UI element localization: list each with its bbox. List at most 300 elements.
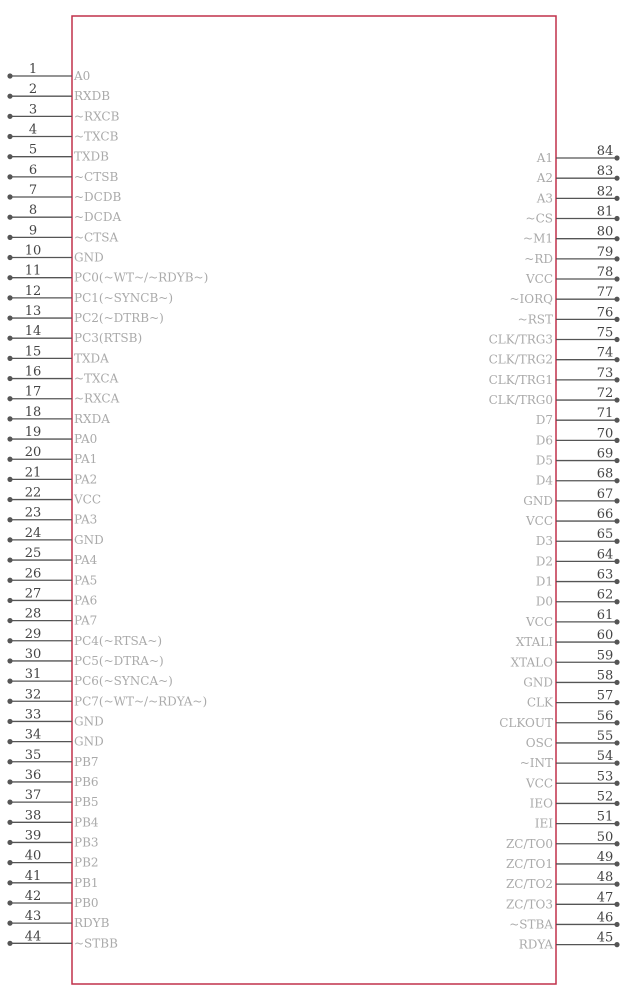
pin-number: 25 (24, 546, 42, 562)
pin-49 (506, 850, 620, 871)
pin-name: CLK/TRG2 (488, 352, 553, 367)
pin-name: CLK/TRG1 (488, 372, 553, 387)
pin-9 (7, 223, 118, 244)
pin-end-dot (7, 820, 12, 825)
pin-end-dot (7, 215, 12, 220)
pin-end-dot (614, 196, 619, 201)
pin-end-dot (7, 779, 12, 784)
pin-78 (525, 265, 620, 286)
pin-number: 73 (596, 365, 614, 381)
pin-name: PB1 (74, 875, 99, 890)
pin-name: VCC (525, 272, 553, 287)
pin-name: A3 (536, 191, 553, 206)
pin-number: 38 (24, 808, 42, 824)
pin-number: 28 (24, 606, 42, 622)
pin-end-dot (7, 759, 12, 764)
pin-70 (536, 426, 620, 447)
left-pin-group (7, 62, 208, 950)
pin-number: 74 (596, 345, 614, 361)
pin-number: 78 (596, 265, 614, 281)
pin-number: 58 (596, 668, 614, 684)
pin-number: 63 (596, 567, 614, 583)
pin-number: 16 (24, 364, 42, 380)
pin-21 (7, 465, 97, 486)
pin-name: PA4 (74, 553, 98, 568)
pin-59 (511, 648, 620, 669)
pin-end-dot (7, 396, 12, 401)
pin-number: 45 (596, 930, 614, 946)
pin-end-dot (614, 155, 619, 160)
pin-name: PB4 (74, 815, 99, 830)
pin-63 (536, 568, 620, 589)
pin-number: 43 (24, 909, 42, 925)
pin-end-dot (614, 256, 619, 261)
pin-end-dot (614, 276, 619, 281)
pin-end-dot (614, 680, 619, 685)
pin-end-dot (7, 477, 12, 482)
pin-name: VCC (74, 492, 102, 507)
pin-number: 54 (596, 749, 614, 765)
pin-44 (7, 929, 118, 950)
pin-number: 21 (24, 465, 42, 481)
pin-end-dot (614, 660, 619, 665)
pin-66 (525, 507, 620, 528)
pin-name: CLKOUT (499, 715, 553, 730)
pin-name: ZC/TO1 (505, 856, 553, 871)
pin-number: 12 (24, 283, 42, 299)
pin-name: PC3(RTSB) (74, 331, 143, 346)
pin-42 (7, 889, 98, 910)
pin-number: 17 (24, 384, 42, 400)
pin-40 (7, 849, 98, 870)
pin-number: 67 (596, 486, 614, 502)
pin-72 (489, 386, 620, 407)
pin-62 (536, 588, 620, 609)
pin-name: A2 (536, 171, 553, 186)
pin-number: 59 (596, 648, 614, 664)
pin-end-dot (7, 679, 12, 684)
pin-end-dot (7, 315, 12, 320)
pin-number: 64 (596, 547, 614, 563)
pin-end-dot (614, 761, 619, 766)
pin-name: D6 (535, 433, 553, 448)
pin-name: PA2 (74, 472, 98, 487)
pin-number: 35 (24, 747, 42, 763)
pin-12 (7, 284, 173, 305)
pin-53 (525, 769, 620, 790)
pin-number: 23 (24, 505, 42, 521)
pin-2 (7, 82, 110, 103)
pin-name: PB2 (74, 855, 99, 870)
pin-number: 39 (24, 828, 42, 844)
pin-end-dot (614, 418, 619, 423)
pin-6 (7, 163, 118, 184)
pin-67 (523, 487, 619, 508)
pin-number: 83 (596, 164, 614, 180)
pin-name: RDYA (518, 937, 553, 952)
pin-number: 15 (24, 344, 42, 360)
pin-name: OSC (525, 735, 553, 750)
pin-name: XTALI (515, 635, 553, 650)
pin-37 (7, 788, 98, 809)
pin-47 (506, 890, 620, 911)
pin-end-dot (614, 619, 619, 624)
pin-number: 37 (24, 788, 42, 804)
pin-number: 79 (596, 244, 614, 260)
pin-end-dot (7, 557, 12, 562)
pin-51 (535, 810, 620, 831)
pin-number: 41 (24, 868, 42, 884)
pin-name: PB5 (74, 795, 99, 810)
pin-number: 1 (28, 62, 38, 77)
pin-name: TXDB (74, 149, 109, 164)
pin-end-dot (7, 921, 12, 926)
pin-end-dot (614, 357, 619, 362)
pin-name: VCC (525, 514, 553, 529)
pin-end-dot (7, 800, 12, 805)
pin-end-dot (7, 194, 12, 199)
pin-name: ~CTSA (74, 230, 119, 245)
pin-end-dot (7, 114, 12, 119)
pin-name: CLK/TRG3 (488, 332, 553, 347)
pin-end-dot (7, 457, 12, 462)
pin-name: ~DCDA (74, 210, 122, 225)
pin-name: D2 (535, 554, 553, 569)
pin-name: D7 (535, 413, 553, 428)
pin-65 (536, 527, 620, 548)
pin-number: 40 (24, 848, 42, 864)
pin-number: 33 (24, 707, 42, 723)
pin-number: 72 (596, 386, 614, 402)
pin-number: 10 (24, 243, 42, 259)
pin-number: 69 (596, 446, 614, 462)
pin-end-dot (614, 438, 619, 443)
pin-end-dot (7, 880, 12, 885)
pin-end-dot (7, 598, 12, 603)
pin-34 (7, 728, 103, 749)
pin-end-dot (614, 821, 619, 826)
pin-45 (519, 931, 620, 952)
pin-end-dot (614, 720, 619, 725)
pin-name: D5 (535, 453, 553, 468)
pin-number: 14 (24, 324, 42, 340)
pin-end-dot (7, 174, 12, 179)
pin-name: ~INT (519, 756, 553, 771)
pin-end-dot (614, 639, 619, 644)
pin-10 (7, 244, 103, 265)
pin-number: 29 (24, 626, 42, 642)
pin-end-dot (7, 235, 12, 240)
pin-43 (7, 909, 109, 930)
pin-end-dot (614, 297, 619, 302)
pin-number: 70 (596, 426, 614, 442)
pin-end-dot (7, 295, 12, 300)
pin-number: 47 (596, 890, 614, 906)
pin-19 (7, 425, 97, 446)
pin-name: ZC/TO0 (505, 836, 553, 851)
pin-number: 18 (24, 404, 42, 420)
pin-80 (523, 225, 620, 246)
pin-name: GND (523, 675, 553, 690)
pin-23 (7, 506, 97, 527)
pin-24 (7, 526, 103, 547)
pin-number: 30 (24, 646, 42, 662)
pin-number: 20 (24, 445, 42, 461)
pin-number: 46 (596, 910, 614, 926)
pin-name: D3 (535, 534, 553, 549)
pin-name: VCC (525, 776, 553, 791)
pin-end-dot (7, 436, 12, 441)
pin-number: 60 (596, 628, 614, 644)
pin-number: 27 (24, 586, 42, 602)
pin-25 (7, 546, 97, 567)
pin-28 (7, 607, 97, 628)
pin-end-dot (614, 337, 619, 342)
pin-79 (524, 245, 619, 266)
pin-end-dot (7, 638, 12, 643)
pin-77 (509, 285, 619, 306)
pin-end-dot (614, 922, 619, 927)
pin-number: 13 (24, 304, 42, 320)
pin-end-dot (614, 498, 619, 503)
right-pin-group (489, 144, 620, 952)
pin-end-dot (7, 739, 12, 744)
pin-15 (7, 344, 109, 365)
pin-name: GND (74, 532, 104, 547)
pin-8 (7, 203, 121, 224)
pin-26 (7, 566, 97, 587)
pin-end-dot (614, 377, 619, 382)
pin-end-dot (7, 336, 12, 341)
pin-end-dot (614, 902, 619, 907)
pin-end-dot (7, 618, 12, 623)
pin-end-dot (614, 740, 619, 745)
pin-end-dot (614, 599, 619, 604)
pin-number: 49 (596, 849, 614, 865)
pin-name: D4 (535, 473, 553, 488)
pin-1 (7, 62, 90, 83)
pin-end-dot (7, 154, 12, 159)
pin-3 (7, 102, 119, 123)
pin-number: 77 (596, 285, 614, 301)
pin-84 (536, 144, 620, 165)
pin-end-dot (614, 236, 619, 241)
pin-number: 55 (596, 728, 614, 744)
pin-name: ~RXCA (74, 391, 120, 406)
pin-name: PC1(~SYNCB~) (74, 290, 174, 305)
pin-69 (536, 447, 620, 468)
pin-end-dot (614, 478, 619, 483)
pin-name: RXDA (74, 411, 110, 426)
pin-name: PC4(~RTSA~) (74, 633, 163, 648)
pin-name: PB7 (74, 754, 99, 769)
pin-number: 48 (596, 870, 614, 886)
pin-4 (7, 123, 118, 144)
pin-name: PC0(~WT~/~RDYB~) (74, 270, 209, 285)
pin-name: TXDA (74, 351, 109, 366)
pin-number: 82 (596, 184, 614, 200)
pin-52 (530, 789, 620, 810)
pin-name: PB0 (74, 895, 99, 910)
pin-number: 81 (596, 204, 614, 220)
pin-57 (527, 689, 620, 710)
pin-name: PA6 (74, 593, 98, 608)
pin-end-dot (7, 356, 12, 361)
pin-75 (489, 326, 620, 347)
pin-name: ~RXCB (74, 109, 120, 124)
pin-36 (7, 768, 98, 789)
pin-name: ~STBB (74, 936, 118, 951)
pin-55 (526, 729, 620, 750)
pin-number: 36 (24, 767, 42, 783)
pin-number: 4 (28, 122, 38, 138)
pin-end-dot (614, 882, 619, 887)
pin-33 (7, 707, 103, 728)
pin-end-dot (7, 941, 12, 946)
pin-name: IEI (534, 816, 553, 831)
pin-end-dot (7, 134, 12, 139)
pin-number: 66 (596, 507, 614, 523)
pin-name: GND (74, 734, 104, 749)
pin-name: RXDB (74, 89, 111, 104)
pin-56 (499, 709, 619, 730)
pin-name: ~TXCA (74, 371, 119, 386)
pin-end-dot (614, 397, 619, 402)
pin-39 (7, 828, 98, 849)
pin-number: 62 (596, 587, 614, 603)
pin-number: 65 (596, 527, 614, 543)
pin-name: A1 (536, 151, 553, 165)
pin-end-dot (7, 537, 12, 542)
pin-end-dot (7, 578, 12, 583)
pin-end-dot (7, 840, 12, 845)
pin-38 (7, 808, 98, 829)
pin-end-dot (614, 216, 619, 221)
pin-11 (7, 264, 208, 285)
pin-13 (7, 304, 163, 325)
pin-name: PC7(~WT~/~RDYA~) (74, 694, 208, 709)
pin-29 (7, 627, 162, 648)
pin-end-dot (614, 841, 619, 846)
pin-name: ~M1 (523, 231, 553, 246)
pin-number: 52 (596, 789, 614, 805)
pin-name: GND (523, 493, 553, 508)
pin-end-dot (614, 559, 619, 564)
pin-end-dot (614, 458, 619, 463)
pin-number: 84 (596, 144, 614, 159)
pin-name: XTALO (510, 655, 553, 670)
pin-61 (525, 608, 620, 629)
pin-5 (7, 143, 109, 164)
pin-end-dot (7, 900, 12, 905)
pin-name: ~RD (524, 251, 553, 266)
pin-end-dot (7, 255, 12, 260)
pin-end-dot (7, 860, 12, 865)
pin-81 (526, 205, 620, 226)
pin-60 (516, 628, 620, 649)
pin-end-dot (614, 700, 619, 705)
pin-end-dot (7, 275, 12, 280)
pin-22 (7, 486, 101, 507)
pin-end-dot (7, 497, 12, 502)
pin-number: 68 (596, 466, 614, 482)
pin-name: D0 (535, 594, 553, 609)
pin-end-dot (614, 801, 619, 806)
pin-number: 56 (596, 708, 614, 724)
pin-number: 44 (24, 929, 42, 945)
pin-name: ~STBA (509, 917, 553, 932)
pin-name: IEO (529, 796, 553, 811)
pin-end-dot (7, 699, 12, 704)
pin-number: 7 (28, 183, 38, 199)
pin-20 (7, 445, 97, 466)
pin-16 (7, 365, 118, 386)
pin-name: A0 (74, 69, 91, 83)
pin-number: 3 (28, 102, 38, 118)
pin-name: PC6(~SYNCA~) (74, 674, 173, 689)
pin-name: PA0 (74, 432, 98, 447)
pin-name: ~CTSB (74, 169, 119, 184)
pin-name: ZC/TO2 (505, 877, 553, 892)
pin-end-dot (614, 942, 619, 947)
pin-71 (536, 406, 620, 427)
pin-name: GND (74, 250, 104, 265)
pin-name: PC2(~DTRB~) (74, 311, 164, 326)
pin-number: 22 (24, 485, 42, 501)
pin-name: CLK (526, 695, 553, 710)
pin-number: 32 (24, 687, 42, 703)
pin-name: PB3 (74, 835, 99, 850)
pin-end-dot (614, 579, 619, 584)
pin-number: 50 (596, 829, 614, 845)
pin-end-dot (7, 658, 12, 663)
pin-name: RDYB (74, 916, 110, 931)
component-body (72, 16, 556, 984)
pin-number: 80 (596, 224, 614, 240)
pin-end-dot (7, 517, 12, 522)
pin-number: 61 (596, 607, 614, 623)
pin-58 (523, 668, 619, 689)
pin-17 (7, 385, 119, 406)
pin-number: 34 (24, 727, 42, 743)
pin-50 (506, 830, 620, 851)
pin-number: 71 (596, 406, 614, 422)
pin-number: 42 (24, 888, 42, 904)
pin-number: 57 (596, 688, 614, 704)
pin-32 (7, 687, 207, 708)
pin-end-dot (7, 73, 12, 78)
pin-46 (509, 910, 619, 931)
pin-name: ~RST (517, 312, 553, 327)
pin-name: ~IORQ (509, 292, 553, 307)
pin-48 (506, 870, 620, 891)
pin-name: ZC/TO3 (505, 897, 553, 912)
pin-name: PA5 (74, 573, 98, 588)
pin-82 (536, 184, 620, 205)
pin-54 (520, 749, 620, 770)
pin-number: 11 (24, 263, 42, 279)
pin-74 (489, 346, 620, 367)
pin-31 (7, 667, 172, 688)
pin-number: 24 (24, 525, 42, 541)
pin-name: D1 (535, 574, 553, 589)
pin-number: 2 (28, 82, 38, 98)
pin-end-dot (7, 376, 12, 381)
pin-27 (7, 586, 97, 607)
pin-name: CLK/TRG0 (488, 393, 553, 408)
pin-end-dot (614, 861, 619, 866)
pin-number: 6 (28, 162, 38, 178)
